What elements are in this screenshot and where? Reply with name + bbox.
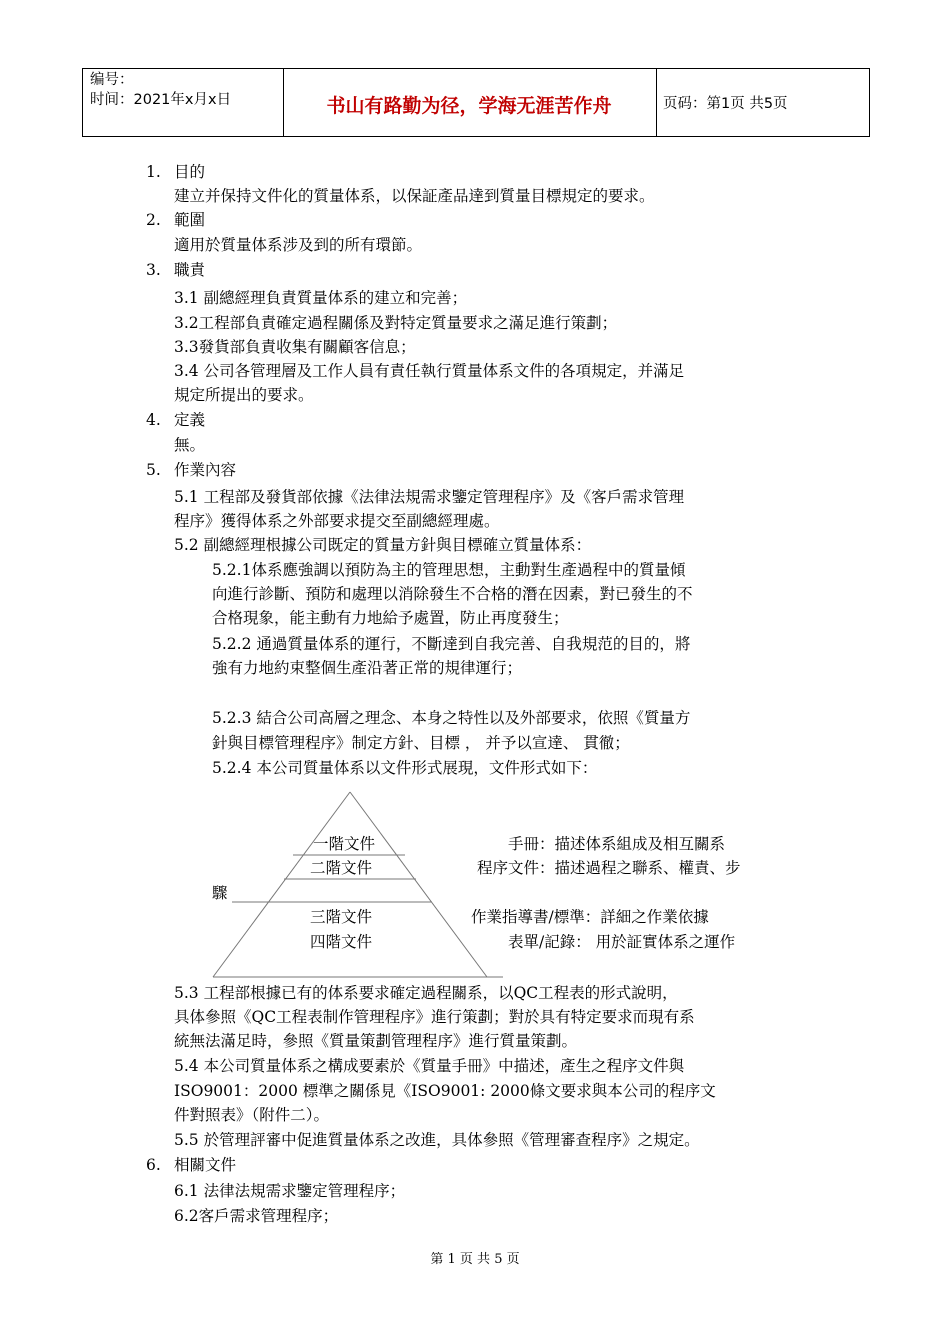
section-title: 作業內容 [174,461,237,479]
paragraph-line: 5.2.2 通過質量体系的運行，不斷達到自我完善、自我規范的目的，將 [212,635,691,653]
paragraph-line: 針與目標管理程序》制定方針、目標 ， 并予以宣達、 貫徹； [212,734,630,752]
paragraph-line: 合格現象，能主動有力地給予處置，防止再度發生； [212,609,569,627]
pyramid-level-description: 驟 [212,884,228,902]
section-body: 建立并保持文件化的質量体系，以保証產品達到質量目標規定的要求。 [174,187,655,205]
pyramid-level-description: 作業指導書/標準：詳細之作業依據 [471,908,709,926]
section-number: 4. [146,411,161,429]
paragraph-line: 5.1 工程部及發貨部依據《法律法規需求鑒定管理程序》及《客戶需求管理 [174,488,685,506]
paragraph-line: 5.2 副總經理根據公司既定的質量方針與目標確立質量体系： [174,536,592,554]
list-item: 6.2客戶需求管理程序； [174,1207,339,1225]
document-time: 时间：2021年x月x日 [90,92,232,108]
pyramid-level-label: 二階文件 [310,859,373,877]
section-title: 相關文件 [174,1156,237,1174]
section-number: 6. [146,1156,161,1174]
list-item: 3.1 副總經理負責質量体系的建立和完善； [174,289,468,307]
section-number: 5. [146,461,161,479]
paragraph-line: 程序》獲得体系之外部要求提交至副總經理處。 [174,512,500,530]
pyramid-level-description: 手冊：描述体系組成及相互關系 [508,835,726,853]
section-title: 範圍 [174,211,206,229]
paragraph-line: 統無法滿足時，參照《質量策劃管理程序》進行質量策劃。 [174,1032,578,1050]
header-motto: 书山有路勤为径，学海无涯苦作舟 [326,95,612,117]
section-title: 職責 [174,261,206,279]
list-item: 規定所提出的要求。 [174,386,314,404]
list-item: 3.2工程部負責確定過程關係及對特定質量要求之滿足進行策劃； [174,314,618,332]
paragraph-line: 向進行診斷、預防和處理以消除發生不合格的潛在因素，對已發生的不 [212,585,693,603]
paragraph-line: 5.5 於管理評審中促進質量体系之改進，具体參照《管理審查程序》之規定。 [174,1131,700,1149]
list-item: 6.1 法律法規需求鑒定管理程序； [174,1182,406,1200]
section-number: 3. [146,261,161,279]
paragraph-line: 5.4 本公司質量体系之構成要素於《質量手冊》中描述，產生之程序文件與 [174,1057,685,1075]
pyramid-level-label: 一階文件 [313,835,376,853]
section-body: 適用於質量体系涉及到的所有環節。 [174,236,423,254]
section-title: 定義 [174,411,206,429]
paragraph-line: 強有力地約束整個生產沿著正常的規律運行； [212,659,523,677]
list-item: 3.4 公司各管理層及工作人員有責任執行質量体系文件的各項規定，并滿足 [174,362,685,380]
section-title: 目的 [174,163,206,181]
document-number-label: 编号： [90,72,134,88]
paragraph-line: 5.2.4 本公司質量体系以文件形式展現，文件形式如下： [212,759,598,777]
paragraph-line: 5.3 工程部根據已有的体系要求確定過程關系，以QC工程表的形式說明， [174,984,678,1002]
paragraph-line: 具体參照《QC工程表制作管理程序》進行策劃；對於具有特定要求而現有系 [174,1008,695,1026]
section-number: 1. [146,163,161,181]
list-item: 3.3發貨部負責收集有關顧客信息； [174,338,416,356]
pyramid-level-description: 程序文件：描述過程之聯系、權責、步 [477,859,741,877]
pyramid-level-description: 表單/記錄： 用於証實体系之運作 [508,933,736,951]
section-number: 2. [146,211,161,229]
header-page-info: 页码：第1页 共5页 [663,96,788,112]
pyramid-level-label: 四階文件 [310,933,373,951]
page-footer: 第 1 页 共 5 页 [430,1252,520,1267]
paragraph-line: ISO9001：2000 標準之關係見《ISO9001: 2000條文要求與本公司的程序文 [174,1082,716,1100]
paragraph-line: 件對照表》（附件二）。 [174,1106,330,1124]
pyramid-level-label: 三階文件 [310,908,373,926]
paragraph-line: 5.2.3 結合公司高層之理念、本身之特性以及外部要求，依照《質量方 [212,709,691,727]
section-heading [146,1155,236,1175]
paragraph-line: 5.2.1体系應強調以預防為主的管理思想，主動對生產過程中的質量傾 [212,561,686,579]
section-body: 無。 [174,436,206,454]
